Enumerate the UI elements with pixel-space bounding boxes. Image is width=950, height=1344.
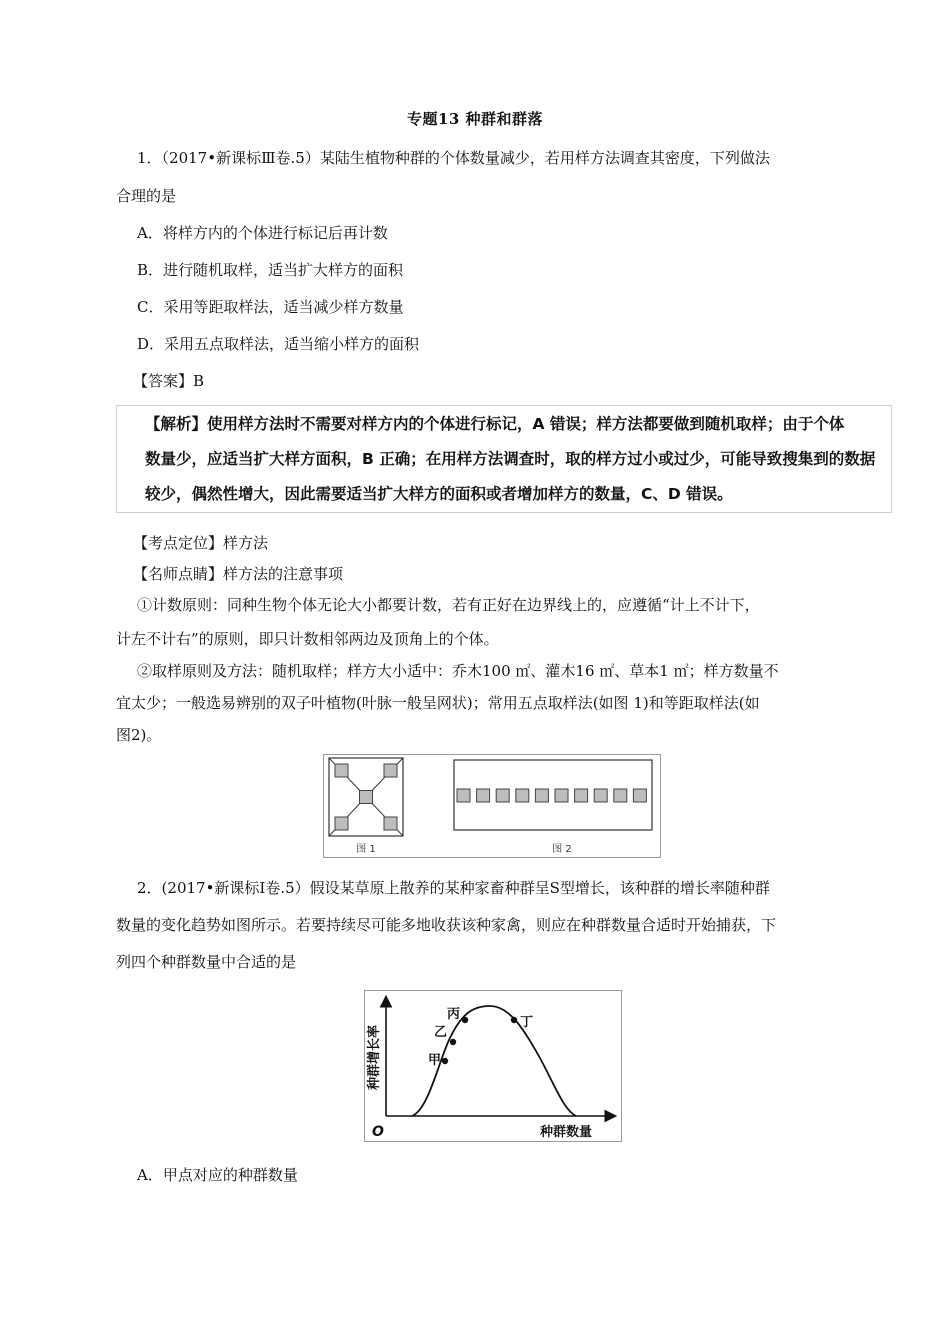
q1-option-a: A．将样方内的个体进行标记后再计数 bbox=[137, 224, 388, 242]
q1-note2-line3: 图2)。 bbox=[116, 726, 162, 744]
q1-mingshi: 【名师点睛】样方法的注意事项 bbox=[133, 565, 344, 583]
sample-square bbox=[555, 789, 568, 802]
q2-stem-line3: 列四个种群数量中合适的是 bbox=[116, 953, 297, 971]
point-yi bbox=[450, 1039, 456, 1045]
q2-stem-line2: 数量的变化趋势如图所示。若要持续尽可能多地收获该种家禽，则应在种群数量合适时开始捕获，下 bbox=[116, 916, 777, 934]
sample-square bbox=[496, 789, 509, 802]
q1-option-d: D．采用五点取样法，适当缩小样方的面积 bbox=[137, 335, 420, 353]
point-bing-label: 丙 bbox=[447, 1007, 461, 1022]
point-bing bbox=[462, 1017, 468, 1023]
figure-2-label: 图 2 bbox=[552, 844, 572, 855]
q1-note1-line1: ①计数原则：同种生物个体无论大小都要计数，若有正好在边界线上的，应遵循“计上不计下， bbox=[137, 596, 760, 614]
sample-square bbox=[575, 789, 588, 802]
q1-analysis-line2: 数量少，应适当扩大样方面积，B 正确；在用样方法调查时，取的样方过小或过少，可能导致搜集到的数据 bbox=[145, 450, 876, 468]
q1-analysis-box bbox=[116, 405, 892, 513]
q1-stem-line1: 1．（2017•新课标Ⅲ卷.5）某陆生植物种群的个体数量减少，若用样方法调查其密度，下列做法 bbox=[137, 149, 770, 167]
point-yi-label: 乙 bbox=[434, 1025, 448, 1040]
point-ding-label: 丁 bbox=[520, 1015, 534, 1030]
page-title: 专题13 种群和群落 bbox=[406, 110, 544, 128]
q1-option-c: C．采用等距取样法，适当减少样方数量 bbox=[137, 298, 404, 316]
growth-rate-graph bbox=[364, 990, 622, 1142]
x-axis-label: 种群数量 bbox=[540, 1125, 593, 1140]
sample-square bbox=[457, 789, 470, 802]
sample-square bbox=[614, 789, 627, 802]
q1-note2-line1: ②取样原则及方法：随机取样；样方大小适中：乔木100 ㎡、灌木16 ㎡、草本1 ㎡；样方数量不 bbox=[137, 662, 779, 680]
q2-option-a: A．甲点对应的种群数量 bbox=[137, 1166, 298, 1184]
q1-analysis-line3: 较少，偶然性增大，因此需要适当扩大样方的面积或者增加样方的数量，C、D 错误。 bbox=[145, 485, 733, 503]
figure-1-label: 图 1 bbox=[356, 844, 376, 855]
point-jia-label: 甲 bbox=[428, 1053, 442, 1068]
y-axis-label: 种群增长率 bbox=[367, 1024, 382, 1090]
q1-kaodian: 【考点定位】样方法 bbox=[133, 534, 269, 552]
origin-label: O bbox=[372, 1124, 384, 1140]
graph-frame bbox=[365, 991, 622, 1142]
q1-note2-line2: 宜太少；一般选易辨别的双子叶植物(叶脉一般呈网状)；常用五点取样法(如图 1)和等距取样法(如 bbox=[116, 694, 760, 712]
q1-stem-line2: 合理的是 bbox=[116, 187, 177, 205]
q1-analysis-line1: 【解析】使用样方法时不需要对样方内的个体进行标记，A 错误；样方法都要做到随机取样；由于个体 bbox=[145, 415, 845, 433]
q1-answer: 【答案】B bbox=[133, 372, 205, 390]
q1-note1-line2: 计左不计右”的原则，即只计数相邻两边及顶角上的个体。 bbox=[116, 630, 499, 648]
sample-square bbox=[535, 789, 548, 802]
point-jia bbox=[442, 1058, 448, 1064]
point-ding bbox=[511, 1017, 517, 1023]
sample-square bbox=[633, 789, 646, 802]
sample-square bbox=[477, 789, 490, 802]
sample-square bbox=[516, 789, 529, 802]
q2-stem-line1: 2．(2017•新课标Ⅰ卷.5）假设某草原上散养的某种家畜种群呈S型增长，该种群的增长率随种群 bbox=[137, 879, 770, 897]
sampling-figures bbox=[323, 754, 661, 858]
q1-option-b: B．进行随机取样，适当扩大样方的面积 bbox=[137, 261, 404, 279]
sample-square bbox=[594, 789, 607, 802]
